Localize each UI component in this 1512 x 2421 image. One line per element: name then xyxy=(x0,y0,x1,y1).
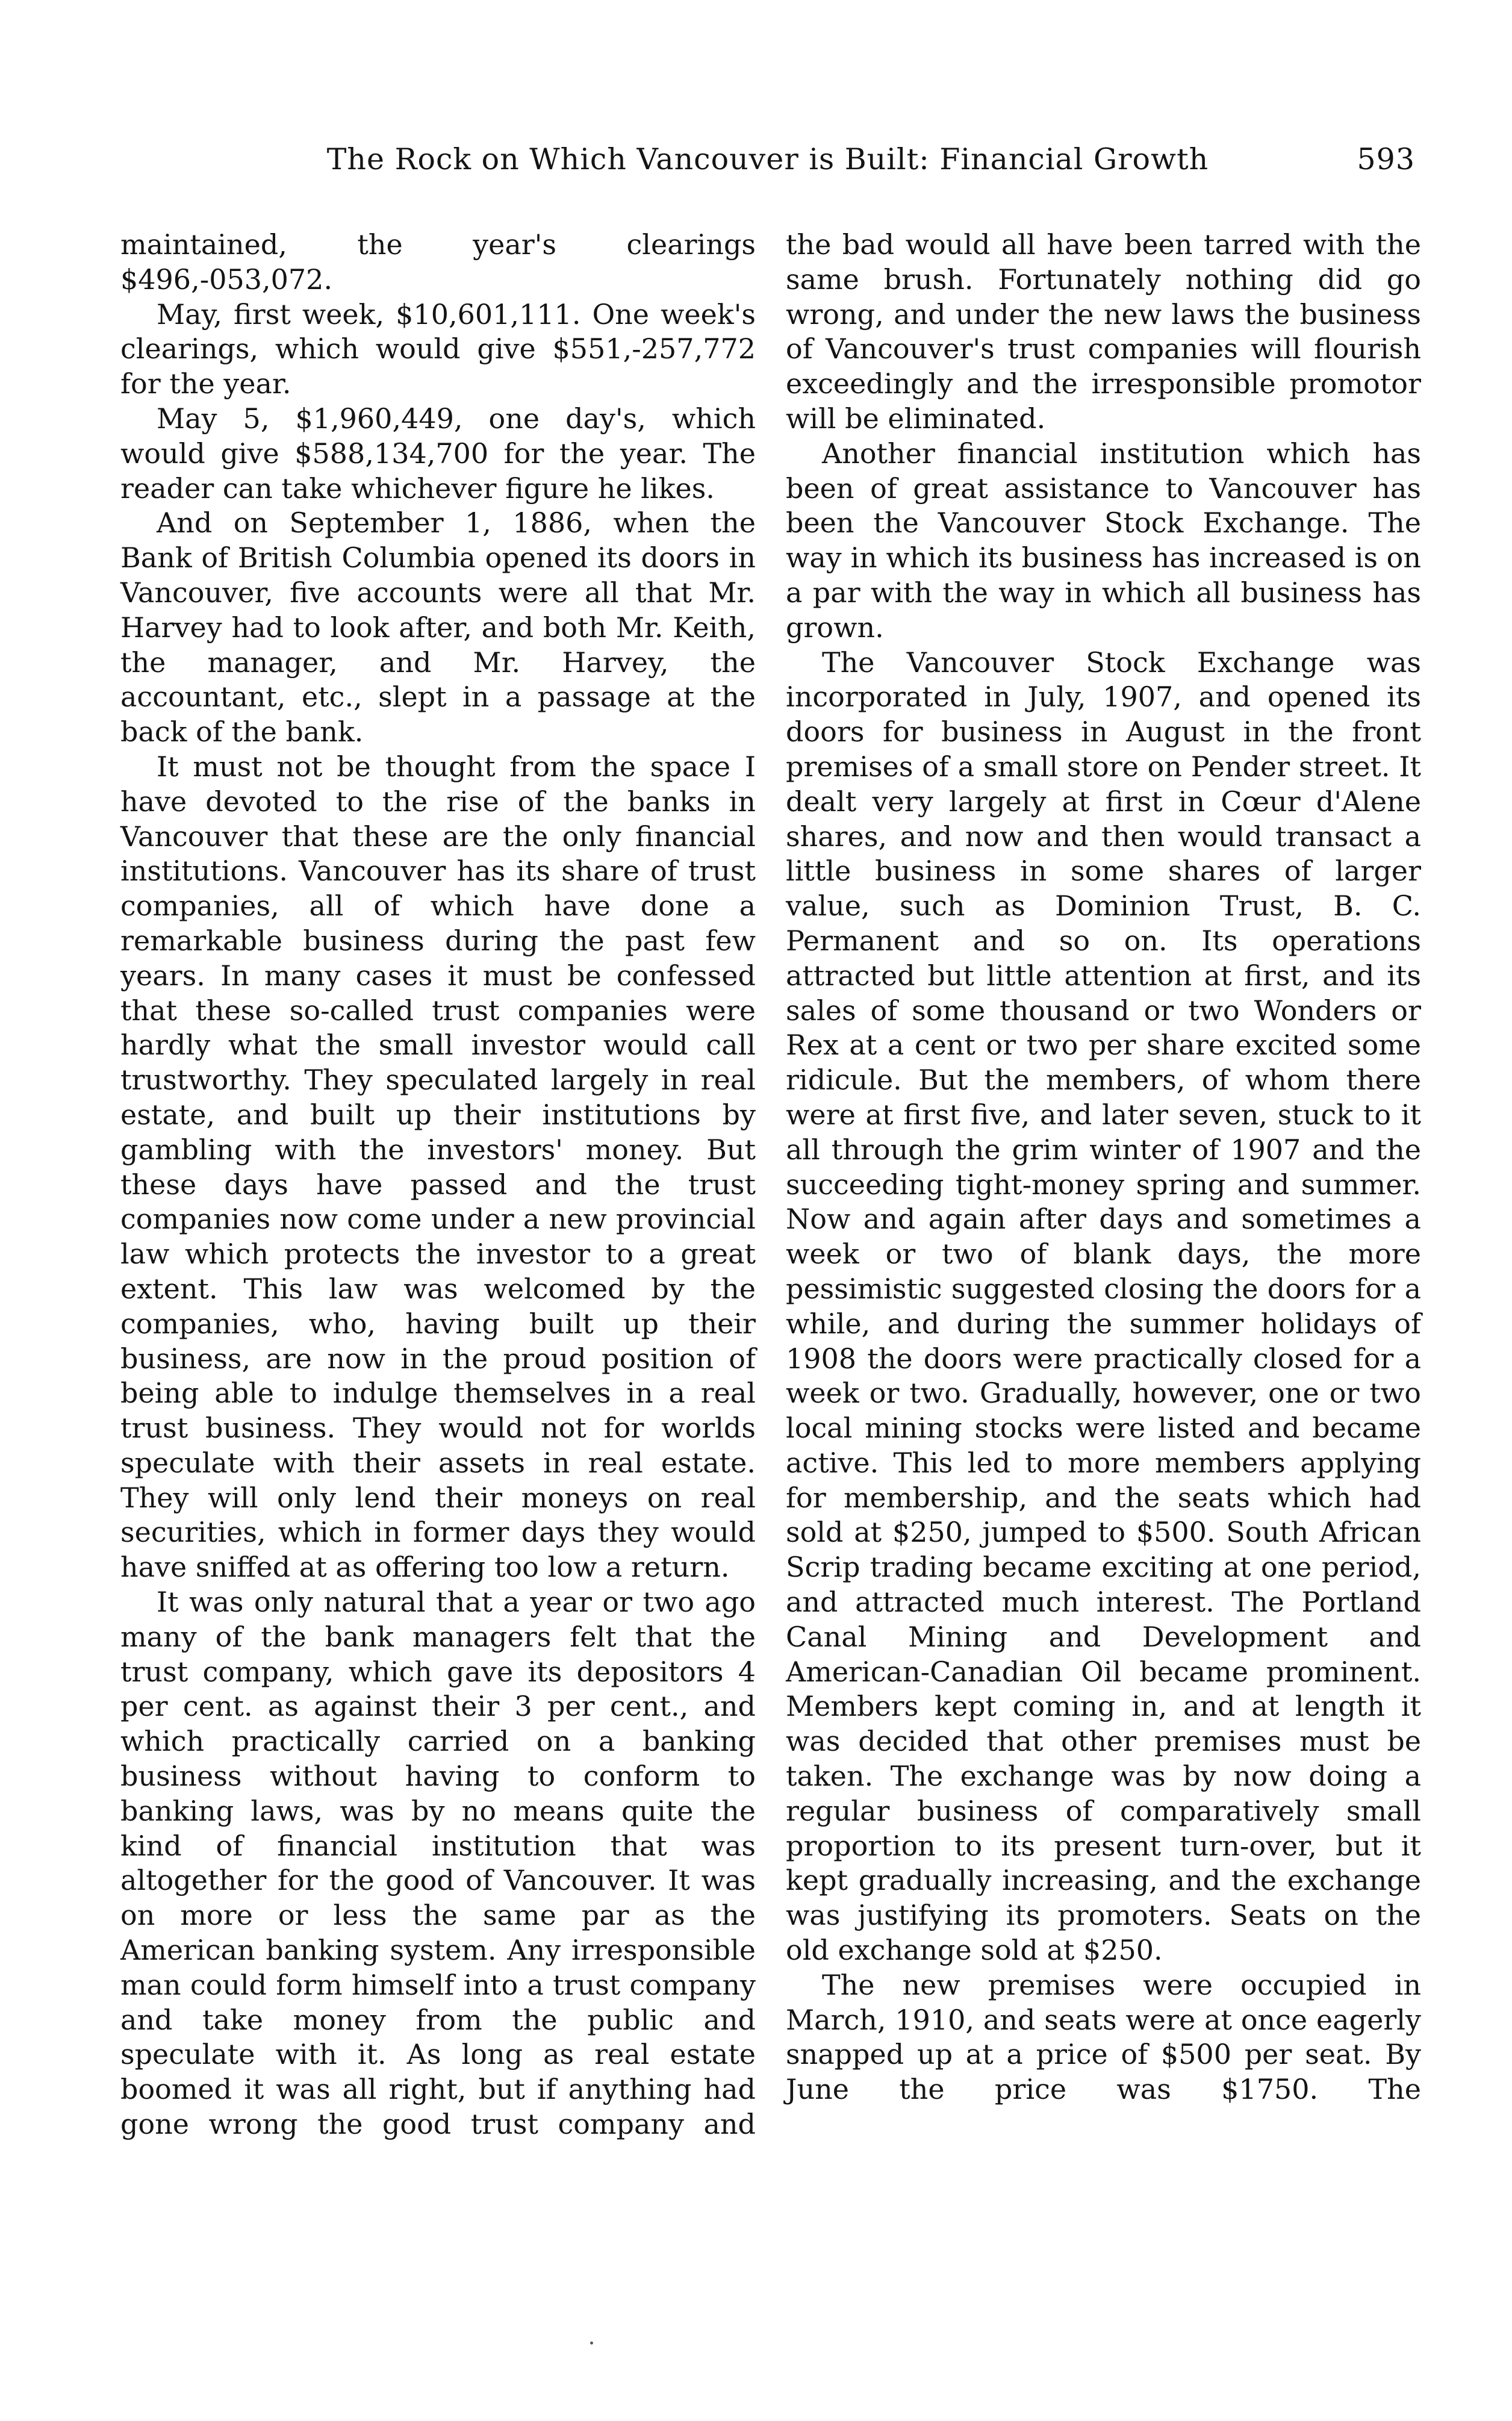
paragraph: the bad would all have been tarred with the same brush. Fortunately nothing did go wrong, and under the new laws the business of Vancouver's trust companies will flourish exceedingly and the irresponsible promotor will be eliminated. xyxy=(786,228,1421,435)
page-number: 593 xyxy=(1357,142,1415,176)
print-speck xyxy=(590,2342,593,2345)
paragraph: And on September 1, 1886, when the Bank of British Columbia opened its doors in Vancouver, five accounts were all that Mr. Harvey had to look after, and both Mr. Keith, the manager, and Mr. Harvey, the accountant, etc., slept in a passage at the back of the bank. xyxy=(120,506,756,749)
paragraph: The new premises were occupied in March, 1910, and seats were at once eagerly snapped up at a price of $500 per seat. By June the price was $1750. The xyxy=(786,1968,1421,2106)
paragraph: maintained, the year's clearings $496,-053,072. xyxy=(120,228,756,296)
paragraph: It must not be thought from the space I have devoted to the rise of the banks in Vancouver that these are the only financial institutions. Vancouver has its share of trust companies, all of which have done a remarkable business during the past few years. In many cases it must be confessed that these so-called trust companies were hardly what the small investor would call trustworthy. They speculated largely in real estate, and built up their institutions by gambling with the investors' money. But these days have passed and the trust companies now come under a new provincial law which protects the investor to a great extent. This law was welcomed by the companies, who, having built up their business, are now in the proud position of being able to indulge themselves in a real trust business. They would not for worlds speculate with their assets in real estate. They will only lend their moneys on real securities, which in former days they would have sniffed at as offering too low a return. xyxy=(120,750,756,1584)
paragraph: Another financial institution which has been of great assistance to Vancouver has been the Vancouver Stock Exchange. The way in which its business has increased is on a par with the way in which all business has grown. xyxy=(786,437,1421,644)
paragraph: May, first week, $10,601,111. One week's clearings, which would give $551,-257,772 for the year. xyxy=(120,298,756,400)
paragraph: May 5, $1,960,449, one day's, which would give $588,134,700 for the year. The reader can take whichever figure he likes. xyxy=(120,402,756,505)
left-column xyxy=(120,228,756,2142)
paragraph: The Vancouver Stock Exchange was incorporated in July, 1907, and opened its doors for business in August in the front premises of a small store on Pender street. It dealt very largely at first in Cœur d'Alene shares, and now and then would transact a little business in some shares of larger value, such as Dominion Trust, B. C. Permanent and so on. Its operations attracted but little attention at first, and its sales of some thousand or two Wonders or Rex at a cent or two per share excited some ridicule. But the members, of whom there were at first five, and later seven, stuck to it all through the grim winter of 1907 and the succeeding tight-money spring and summer. Now and again after days and sometimes a week or two of blank days, the more pessimistic suggested closing the doors for a while, and during the summer holidays of 1908 the doors were practically closed for a week or two. Gradually, however, one or two local mining stocks were listed and became active. This led to more members applying for membership, and the seats which had sold at $250, jumped to $500. South African Scrip trading became exciting at one period, and attracted much interest. The Portland Canal Mining and Development and American-Canadian Oil became prominent. Members kept coming in, and at length it was decided that other premises must be taken. The exchange was by now doing a regular business of comparatively small proportion to its present turn-over, but it kept gradually increasing, and the exchange was justifying its promoters. Seats on the old exchange sold at $250. xyxy=(786,646,1421,1967)
running-head xyxy=(120,142,1415,184)
running-title: The Rock on Which Vancouver is Built: Financial Growth xyxy=(326,142,1209,176)
paragraph: It was only natural that a year or two ago many of the bank managers felt that the trust company, which gave its depositors 4 per cent. as against their 3 per cent., and which practically carried on a banking business without having to conform to banking laws, was by no means quite the kind of financial institution that was altogether for the good of Vancouver. It was on more or less the same par as the American banking system. Any irresponsible man could form himself into a trust company and take money from the public and speculate with it. As long as real estate boomed it was all right, but if anything had gone wrong the good trust company and xyxy=(120,1586,756,2141)
right-column xyxy=(786,228,1421,2107)
